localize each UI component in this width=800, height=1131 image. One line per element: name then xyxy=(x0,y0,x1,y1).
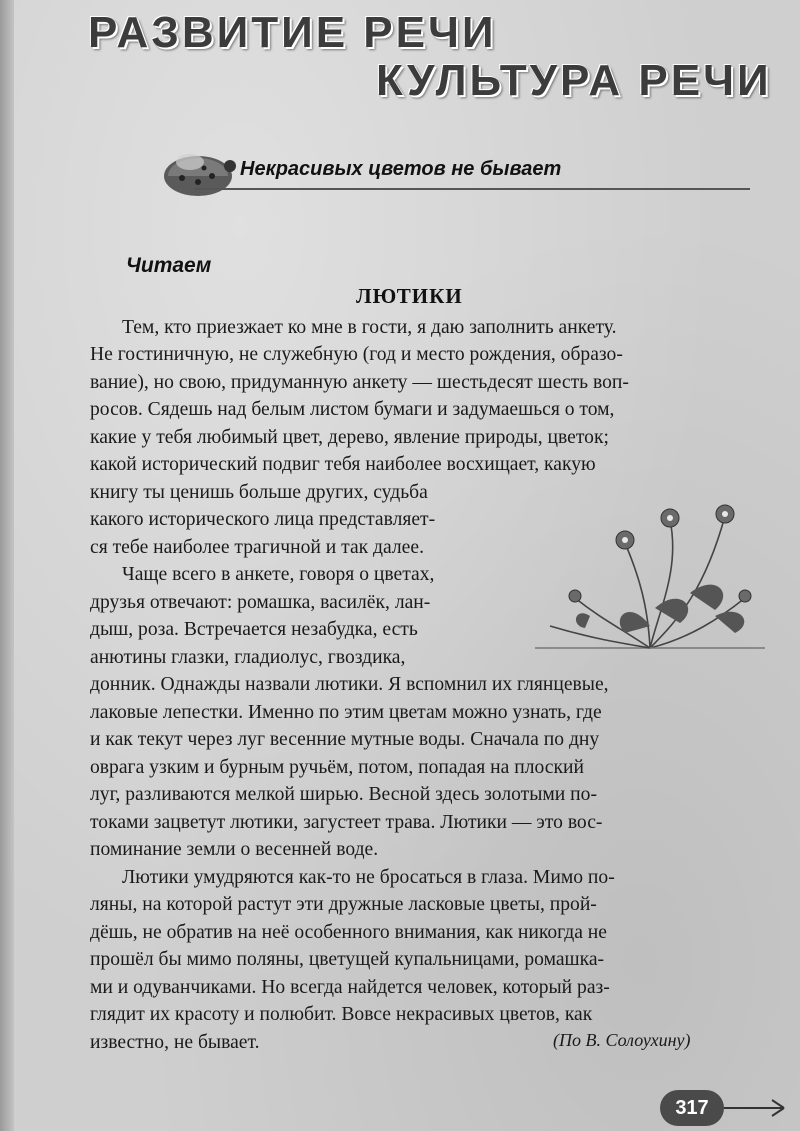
text-line: поминание земли о весенней воде. xyxy=(90,839,379,860)
text-line: Чаще всего в анкете, говоря о цветах, xyxy=(122,564,435,585)
text-line: токами зацветут лютики, загустеет трава. Лютики — это вос- xyxy=(90,812,603,833)
text-line: друзья отвечают: ромашка, василёк, лан- xyxy=(90,592,431,613)
author-attribution: (По В. Солоухину) xyxy=(553,1030,691,1050)
topic-title: Некрасивых цветов не бывает xyxy=(240,158,562,180)
text-line: дёшь, не обратив на неё особенного внимания, как никогда не xyxy=(90,922,607,943)
text-line: вание), но свою, придуманную анкету — шестьдесят шесть воп- xyxy=(90,372,629,393)
header-line-1: РАЗВИТИЕ РЕЧИ xyxy=(88,8,497,57)
text-line: Тем, кто приезжает ко мне в гости, я даю заполнить анкету. xyxy=(122,317,617,338)
topic-underline xyxy=(194,188,750,190)
section-label: Читаем xyxy=(126,254,212,277)
text-line: известно, не бывает. xyxy=(90,1032,260,1053)
text-line: анютины глазки, гладиолус, гвоздика, xyxy=(90,647,406,668)
text-line: книгу ты ценишь больше других, судьба xyxy=(90,482,428,503)
text-line: лаковые лепестки. Именно по этим цветам можно узнать, где xyxy=(90,702,602,723)
text-line: ляны, на которой растут эти дружные ласковые цветы, прой- xyxy=(90,894,597,915)
buttercup-flower-illustration xyxy=(530,498,770,658)
text-line: какой исторический подвиг тебя наиболее восхищает, какую xyxy=(90,454,596,475)
text-line: Лютики умудряются как-то не бросаться в глаза. Мимо по- xyxy=(122,867,615,888)
text-line: росов. Сядешь над белым листом бумаги и задумаешься о том, xyxy=(90,399,615,420)
text-line: ми и одуванчиками. Но всегда найдется человек, который раз- xyxy=(90,977,610,998)
text-line: Не гостиничную, не служебную (год и место рождения, образо- xyxy=(90,344,623,365)
text-title: ЛЮТИКИ xyxy=(356,284,463,308)
text-line: ся тебе наиболее трагичной и так далее. xyxy=(90,537,424,558)
text-line: какого исторического лица представляет- xyxy=(90,509,436,530)
text-line: прошёл бы мимо поляны, цветущей купальницами, ромашка- xyxy=(90,949,605,970)
text-line: оврага узким и бурным ручьём, потом, попадая на плоский xyxy=(90,757,584,778)
text-line: донник. Однажды назвали лютики. Я вспомнил их глянцевые, xyxy=(90,674,609,695)
page-number-badge: 317 xyxy=(660,1090,724,1126)
text-line: какие у тебя любимый цвет, дерево, явление природы, цветок; xyxy=(90,427,609,448)
page-arrow-icon xyxy=(722,1094,788,1122)
page-edge-shadow xyxy=(0,0,14,1131)
text-line: луг, разливаются мелкой ширью. Весной здесь золотыми по- xyxy=(90,784,597,805)
text-line: дыш, роза. Встречается незабудка, есть xyxy=(90,619,418,640)
header-line-2: КУЛЬТУРА РЕЧИ xyxy=(376,56,772,105)
text-line: и как текут через луг весенние мутные воды. Сначала по дну xyxy=(90,729,600,750)
text-line: глядит их красоту и полюбит. Вовсе некрасивых цветов, как xyxy=(90,1004,593,1025)
